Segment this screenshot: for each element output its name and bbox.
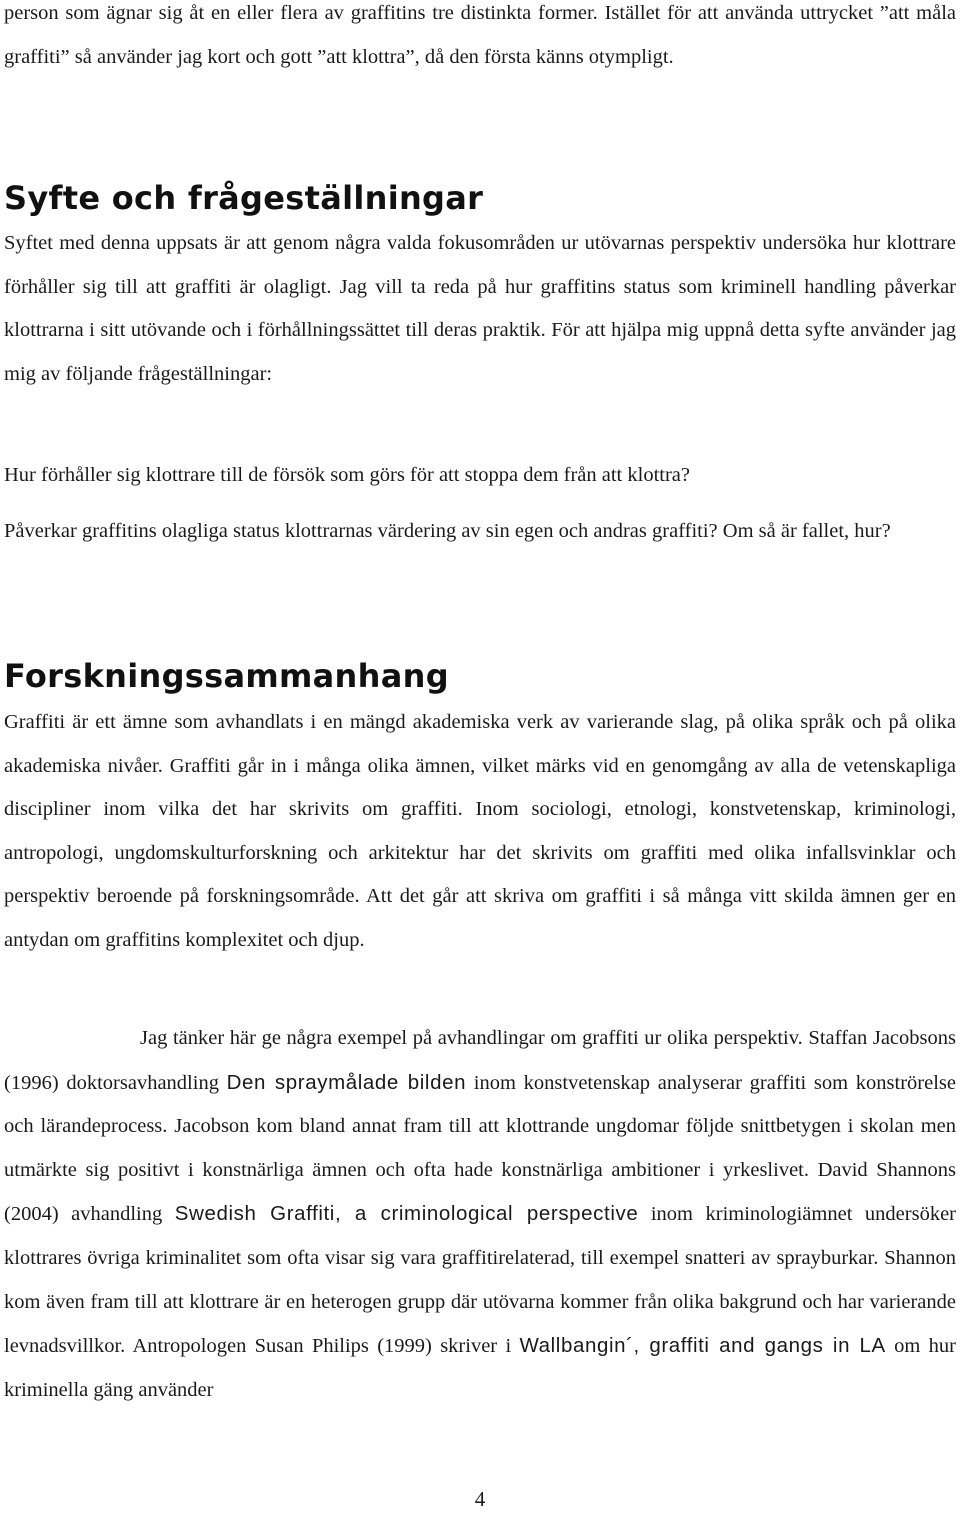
paragraph-text-segment: inom konstvetenskap analyserar graffiti som konströrelse och lärandeprocess. Jacobson kom bland annat fram till att klottrande ungdomar följde snittbetygen i skolan men utmärkte sig positivt i konstnärliga ämnen och ofta hade konstnärliga ambitioner i yrkeslivet. David Shannons (2004) avhandling xyxy=(4,1071,956,1226)
syfte-paragraph: Syftet med denna uppsats är att genom några valda fokusområden ur utövarnas perspektiv undersöka hur klottrare förhåller sig till att graffiti är olagligt. Jag vill ta reda på hur graffitins status som kriminell handling påverkar klottrarna i sitt utövande och i förhållningssättet till deras praktik. För att hjälpa mig uppnå detta syfte använder jag mig av följande frågeställningar: xyxy=(4,232,956,385)
page-number: 4 xyxy=(474,1487,486,1511)
paragraph-text-segment: Jag tänker här ge några exempel på avhandlingar om graffiti ur olika perspektiv. Staffan Jacobsons (1996) doktorsavhandling xyxy=(4,1027,956,1094)
section-heading-syfte: Syfte och frågeställningar xyxy=(4,179,484,217)
forskning-paragraph-1: Graffiti är ett ämne som avhandlats i en mängd akademiska verk av varierande slag, på olika språk och på olika akademiska nivåer. Graffiti går in i många olika ämnen, vilket märks vid en genomgång av alla de vetenskapliga discipliner inom vilka det har skrivits om graffiti. Inom sociologi, etnologi, konstvetenskap, kriminologi, antropologi, ungdomskulturforskning och arkitektur har det skrivits om graffiti med olika infallsvinklar och perspektiv beroende på forskningsområde. Att det går att skriva om graffiti i så många vitt skilda ämnen ger en antydan om graffitins komplexitet och djup. xyxy=(4,711,956,951)
paragraph-text-segment: om hur kriminella gäng använder xyxy=(4,1335,956,1401)
work-title-shannon: Swedish Graffiti, a criminological perspective xyxy=(174,1202,639,1226)
paragraph-text-segment: inom kriminologiämnet undersöker klottrares övriga kriminalitet som ofta visar sig vara graffitirelaterad, till exempel snatteri av sprayburkar. Shannon kom även fram till att klottrare är en heterogen grupp där utövarna kommer från olika bakgrund och har varierande levnadsvillkor. Antropologen Susan Philips (1999) skriver i xyxy=(4,1203,956,1358)
work-title-philips: Wallbangin´, graffiti and gangs in LA xyxy=(519,1334,886,1358)
research-question-2: Påverkar graffitins olagliga status klottrarnas värdering av sin egen och andras graffiti? Om så är fallet, hur? xyxy=(4,520,891,542)
work-title-jacobson: Den spraymålade bilden xyxy=(226,1070,467,1094)
intro-paragraph: person som ägnar sig åt en eller flera av graffitins tre distinkta former. Istället för att använda uttrycket ”att måla graffiti” så använder jag kort och gott ”att klottra”, då den första känns otympligt. xyxy=(4,2,956,68)
forskning-paragraph-2 xyxy=(4,1017,956,1412)
section-heading-forskningssammanhang: Forskningssammanhang xyxy=(4,657,449,695)
research-question-1: Hur förhåller sig klottrare till de försök som görs för att stoppa dem från att klottra? xyxy=(4,464,690,486)
